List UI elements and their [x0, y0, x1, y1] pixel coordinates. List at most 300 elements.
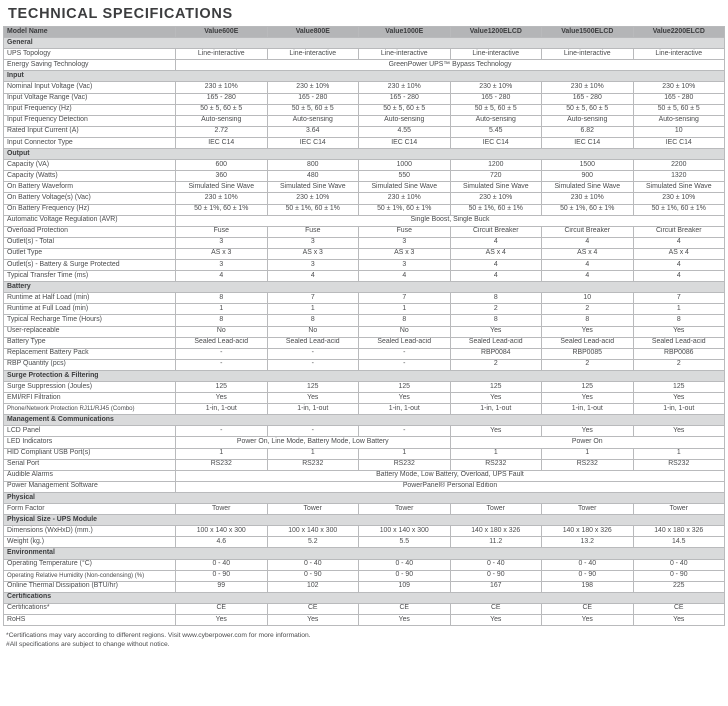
spec-value: No — [176, 326, 268, 337]
spec-value: Yes — [176, 393, 268, 404]
spec-value: Line-interactive — [450, 49, 542, 60]
spec-value: 1320 — [633, 171, 725, 182]
spec-value: 7 — [359, 293, 451, 304]
spec-value: 2 — [633, 359, 725, 370]
spec-value: Yes — [359, 614, 451, 625]
spec-value: 50 ± 1%, 60 ± 1% — [359, 204, 451, 215]
spec-value: 1-in, 1-out — [267, 404, 359, 415]
spec-row — [4, 259, 725, 270]
spec-label: Energy Saving Technology — [4, 60, 176, 71]
section-header: Physical Size - UPS Module — [4, 515, 725, 526]
spec-value: 1-in, 1-out — [633, 404, 725, 415]
spec-value: 0 - 40 — [267, 559, 359, 570]
spec-value: 5.5 — [359, 537, 451, 548]
section-header: Output — [4, 149, 725, 160]
spec-value: 50 ± 1%, 60 ± 1% — [267, 204, 359, 215]
section-header: Management & Communications — [4, 415, 725, 426]
spec-value: Yes — [359, 393, 451, 404]
spec-value: 10 — [542, 293, 634, 304]
spec-value: IEC C14 — [633, 137, 725, 148]
spec-value: Yes — [542, 426, 634, 437]
spec-value: Auto-sensing — [176, 115, 268, 126]
spec-value: 0 - 90 — [176, 570, 268, 581]
spec-value: 8 — [542, 315, 634, 326]
spec-value-span: GreenPower UPS™ Bypass Technology — [176, 60, 725, 71]
spec-value: AS x 4 — [542, 248, 634, 259]
spec-value-span: Battery Mode, Low Battery, Overload, UPS Fault — [176, 470, 725, 481]
spec-value: 900 — [542, 171, 634, 182]
spec-value: - — [267, 348, 359, 359]
spec-row — [4, 193, 725, 204]
spec-label: Surge Suppression (Joules) — [4, 382, 176, 393]
spec-value: 8 — [267, 315, 359, 326]
spec-value: Yes — [633, 393, 725, 404]
spec-value-span: Power On, Line Mode, Battery Mode, Low Battery — [176, 437, 451, 448]
spec-row — [4, 526, 725, 537]
spec-value: 140 x 180 x 326 — [450, 526, 542, 537]
spec-value: CE — [359, 603, 451, 614]
spec-value: 1 — [176, 304, 268, 315]
spec-row — [4, 271, 725, 282]
spec-value: Line-interactive — [633, 49, 725, 60]
spec-value: Circuit Breaker — [633, 226, 725, 237]
spec-value: 480 — [267, 171, 359, 182]
spec-value: 230 ± 10% — [633, 82, 725, 93]
spec-value: 8 — [450, 293, 542, 304]
spec-value: Simulated Sine Wave — [450, 182, 542, 193]
spec-value: Yes — [176, 614, 268, 625]
spec-row — [4, 215, 725, 226]
spec-value: 10 — [633, 126, 725, 137]
spec-row — [4, 437, 725, 448]
spec-value: 1 — [359, 304, 451, 315]
spec-value: 4 — [633, 237, 725, 248]
spec-row — [4, 171, 725, 182]
spec-label: Runtime at Full Load (min) — [4, 304, 176, 315]
spec-value: 1 — [359, 448, 451, 459]
spec-value: RBP0086 — [633, 348, 725, 359]
spec-value: 3 — [267, 237, 359, 248]
spec-value: AS x 4 — [450, 248, 542, 259]
spec-value: Yes — [267, 393, 359, 404]
spec-value: 11.2 — [450, 537, 542, 548]
spec-value: AS x 3 — [359, 248, 451, 259]
spec-value: - — [359, 348, 451, 359]
spec-value: 4 — [450, 271, 542, 282]
spec-value: Yes — [450, 326, 542, 337]
spec-value: Auto-sensing — [359, 115, 451, 126]
spec-row — [4, 104, 725, 115]
spec-value: 109 — [359, 581, 451, 592]
spec-label: Input Voltage Range (Vac) — [4, 93, 176, 104]
spec-value: RS232 — [176, 459, 268, 470]
spec-label: Typical Recharge Time (Hours) — [4, 315, 176, 326]
spec-row — [4, 126, 725, 137]
spec-row — [4, 393, 725, 404]
spec-value: 165 - 280 — [359, 93, 451, 104]
spec-value: Simulated Sine Wave — [176, 182, 268, 193]
spec-row — [4, 504, 725, 515]
page-title: TECHNICAL SPECIFICATIONS — [8, 6, 233, 22]
spec-value: 125 — [633, 382, 725, 393]
spec-value: Sealed Lead-acid — [633, 337, 725, 348]
spec-row — [4, 182, 725, 193]
spec-value: 165 - 280 — [542, 93, 634, 104]
spec-label: Automatic Voltage Regulation (AVR) — [4, 215, 176, 226]
spec-row — [4, 570, 725, 581]
spec-value: 230 ± 10% — [176, 82, 268, 93]
spec-row — [4, 481, 725, 492]
spec-value: 8 — [176, 293, 268, 304]
spec-value: IEC C14 — [359, 137, 451, 148]
spec-value: CE — [267, 603, 359, 614]
section-header: Surge Protection & Filtering — [4, 370, 725, 381]
spec-value: Yes — [450, 393, 542, 404]
spec-value: Simulated Sine Wave — [633, 182, 725, 193]
spec-value: 1000 — [359, 160, 451, 171]
spec-value: 50 ± 1%, 60 ± 1% — [542, 204, 634, 215]
spec-row — [4, 581, 725, 592]
spec-row — [4, 382, 725, 393]
spec-value-span: Power On — [450, 437, 725, 448]
section-row — [4, 592, 725, 603]
spec-value: 50 ± 5, 60 ± 5 — [542, 104, 634, 115]
spec-value: 0 - 90 — [633, 570, 725, 581]
spec-label: Capacity (VA) — [4, 160, 176, 171]
spec-value: 3 — [176, 237, 268, 248]
spec-value: 99 — [176, 581, 268, 592]
spec-label: Nominal Input Voltage (Vac) — [4, 82, 176, 93]
spec-value: RS232 — [267, 459, 359, 470]
spec-value: 50 ± 1%, 60 ± 1% — [633, 204, 725, 215]
spec-value: 230 ± 10% — [450, 82, 542, 93]
spec-value: 0 - 40 — [633, 559, 725, 570]
spec-label: Capacity (Watts) — [4, 171, 176, 182]
spec-row — [4, 426, 725, 437]
spec-row — [4, 60, 725, 71]
spec-row — [4, 315, 725, 326]
spec-value: 140 x 180 x 326 — [542, 526, 634, 537]
spec-label: Overload Protection — [4, 226, 176, 237]
spec-value: Sealed Lead-acid — [267, 337, 359, 348]
spec-value: RS232 — [633, 459, 725, 470]
spec-row — [4, 115, 725, 126]
spec-value: Yes — [267, 614, 359, 625]
spec-value: Yes — [542, 326, 634, 337]
spec-row — [4, 248, 725, 259]
spec-value: No — [267, 326, 359, 337]
spec-row — [4, 293, 725, 304]
spec-value: 0 - 90 — [359, 570, 451, 581]
spec-value: 4 — [176, 271, 268, 282]
spec-value: CE — [633, 603, 725, 614]
section-row — [4, 548, 725, 559]
spec-value: 1-in, 1-out — [359, 404, 451, 415]
spec-value: 5.2 — [267, 537, 359, 548]
spec-value: Yes — [633, 426, 725, 437]
section-row — [4, 515, 725, 526]
spec-value: 4 — [450, 259, 542, 270]
spec-value: No — [359, 326, 451, 337]
spec-value: 0 - 90 — [267, 570, 359, 581]
spec-value: 0 - 40 — [542, 559, 634, 570]
spec-label: Outlet(s) - Battery & Surge Protected — [4, 259, 176, 270]
spec-row — [4, 226, 725, 237]
spec-value: Tower — [176, 504, 268, 515]
spec-label: Power Management Software — [4, 481, 176, 492]
spec-value: 3 — [176, 259, 268, 270]
spec-value: Simulated Sine Wave — [267, 182, 359, 193]
model-name-header: Model Name — [4, 27, 176, 38]
spec-value: RS232 — [359, 459, 451, 470]
spec-value: 800 — [267, 160, 359, 171]
spec-value: Auto-sensing — [267, 115, 359, 126]
spec-value: 8 — [450, 315, 542, 326]
spec-value: 50 ± 5, 60 ± 5 — [633, 104, 725, 115]
spec-value: Sealed Lead-acid — [176, 337, 268, 348]
spec-value: 230 ± 10% — [633, 193, 725, 204]
spec-value: AS x 4 — [633, 248, 725, 259]
spec-row — [4, 470, 725, 481]
spec-label: Rated Input Current (A) — [4, 126, 176, 137]
spec-value: AS x 3 — [267, 248, 359, 259]
spec-value: 2200 — [633, 160, 725, 171]
spec-value: 4 — [450, 237, 542, 248]
spec-row — [4, 160, 725, 171]
spec-value: CE — [450, 603, 542, 614]
spec-value: 50 ± 5, 60 ± 5 — [176, 104, 268, 115]
spec-label: Dimensions (WxHxD) (mm.) — [4, 526, 176, 537]
spec-value: 5.45 — [450, 126, 542, 137]
spec-label: Form Factor — [4, 504, 176, 515]
spec-row — [4, 326, 725, 337]
model-column-header: Value600E — [176, 27, 268, 38]
spec-value: 6.82 — [542, 126, 634, 137]
section-header: Environmental — [4, 548, 725, 559]
spec-value: IEC C14 — [176, 137, 268, 148]
spec-value: 0 - 90 — [450, 570, 542, 581]
spec-row — [4, 459, 725, 470]
spec-value: Tower — [633, 504, 725, 515]
spec-value: 100 x 140 x 300 — [176, 526, 268, 537]
spec-value: 4.6 — [176, 537, 268, 548]
spec-value: CE — [176, 603, 268, 614]
spec-value: Circuit Breaker — [450, 226, 542, 237]
spec-value: Line-interactive — [267, 49, 359, 60]
spec-value: Simulated Sine Wave — [359, 182, 451, 193]
spec-value: 165 - 280 — [176, 93, 268, 104]
spec-row — [4, 82, 725, 93]
spec-label: LED Indicators — [4, 437, 176, 448]
spec-value: 8 — [359, 315, 451, 326]
spec-value: 0 - 40 — [450, 559, 542, 570]
model-column-header: Value1000E — [359, 27, 451, 38]
spec-value: 165 - 280 — [267, 93, 359, 104]
section-row — [4, 71, 725, 82]
spec-value: 1 — [450, 448, 542, 459]
section-header: Battery — [4, 282, 725, 293]
model-column-header: Value1200ELCD — [450, 27, 542, 38]
spec-row — [4, 448, 725, 459]
spec-value: Tower — [267, 504, 359, 515]
spec-label: UPS Topology — [4, 49, 176, 60]
spec-row — [4, 337, 725, 348]
section-row — [4, 492, 725, 503]
spec-value: 2.72 — [176, 126, 268, 137]
spec-value: Yes — [633, 614, 725, 625]
model-column-header: Value800E — [267, 27, 359, 38]
spec-value: Fuse — [267, 226, 359, 237]
spec-value: 230 ± 10% — [267, 193, 359, 204]
spec-value: 4.55 — [359, 126, 451, 137]
section-row — [4, 149, 725, 160]
spec-value: Circuit Breaker — [542, 226, 634, 237]
spec-value-span: Single Boost, Single Buck — [176, 215, 725, 226]
spec-value: 230 ± 10% — [359, 82, 451, 93]
spec-value: 360 — [176, 171, 268, 182]
header-row — [4, 27, 725, 38]
spec-value: Yes — [450, 426, 542, 437]
spec-value: RS232 — [542, 459, 634, 470]
spec-value: Tower — [450, 504, 542, 515]
spec-value: 50 ± 1%, 60 ± 1% — [450, 204, 542, 215]
spec-value: 1500 — [542, 160, 634, 171]
spec-row — [4, 537, 725, 548]
spec-value: AS x 3 — [176, 248, 268, 259]
section-header: General — [4, 38, 725, 49]
spec-value: Simulated Sine Wave — [542, 182, 634, 193]
spec-row — [4, 348, 725, 359]
spec-label: On Battery Waveform — [4, 182, 176, 193]
spec-value: 50 ± 5, 60 ± 5 — [267, 104, 359, 115]
spec-value: IEC C14 — [450, 137, 542, 148]
spec-value: 100 x 140 x 300 — [267, 526, 359, 537]
spec-row — [4, 559, 725, 570]
spec-value: - — [267, 426, 359, 437]
spec-label: Runtime at Half Load (min) — [4, 293, 176, 304]
spec-label: User-replaceable — [4, 326, 176, 337]
spec-label: Replacement Battery Pack — [4, 348, 176, 359]
spec-label: Input Frequency (Hz) — [4, 104, 176, 115]
spec-value: Fuse — [359, 226, 451, 237]
spec-value: Sealed Lead-acid — [359, 337, 451, 348]
spec-value: 0 - 40 — [176, 559, 268, 570]
spec-value: 14.5 — [633, 537, 725, 548]
spec-value: 0 - 40 — [359, 559, 451, 570]
spec-value: 102 — [267, 581, 359, 592]
spec-value: 3.64 — [267, 126, 359, 137]
spec-value: RS232 — [450, 459, 542, 470]
spec-value: Line-interactive — [176, 49, 268, 60]
spec-value: 1 — [267, 448, 359, 459]
spec-value: Line-interactive — [542, 49, 634, 60]
spec-value: 230 ± 10% — [176, 193, 268, 204]
spec-label: Serial Port — [4, 459, 176, 470]
spec-value-span: PowerPanel® Personal Edition — [176, 481, 725, 492]
spec-label: Outlet(s) - Total — [4, 237, 176, 248]
spec-value: 230 ± 10% — [359, 193, 451, 204]
spec-value: Fuse — [176, 226, 268, 237]
spec-value: Auto-sensing — [450, 115, 542, 126]
spec-label: On Battery Frequency (Hz) — [4, 204, 176, 215]
spec-value: - — [176, 348, 268, 359]
spec-table-body — [4, 38, 725, 626]
spec-value: 8 — [633, 315, 725, 326]
spec-value: 125 — [359, 382, 451, 393]
spec-value: Sealed Lead-acid — [542, 337, 634, 348]
spec-value: 550 — [359, 171, 451, 182]
spec-value: 7 — [267, 293, 359, 304]
spec-value: 125 — [450, 382, 542, 393]
spec-row — [4, 359, 725, 370]
footnote-certifications: *Certifications may vary according to different regions. Visit www.cyberpower.com for more information. — [6, 632, 311, 640]
spec-value: 13.2 — [542, 537, 634, 548]
section-row — [4, 370, 725, 381]
spec-value: - — [359, 359, 451, 370]
spec-label: Input Frequency Detection — [4, 115, 176, 126]
footnote-specs-change: #All specifications are subject to change without notice. — [6, 641, 170, 649]
spec-value: 165 - 280 — [633, 93, 725, 104]
spec-value: 230 ± 10% — [542, 193, 634, 204]
spec-value: 4 — [633, 259, 725, 270]
spec-label: LCD Panel — [4, 426, 176, 437]
model-column-header: Value1500ELCD — [542, 27, 634, 38]
spec-value: 4 — [267, 271, 359, 282]
spec-value: 4 — [542, 259, 634, 270]
spec-value: Yes — [450, 614, 542, 625]
spec-label: EMI/RFI Filtration — [4, 393, 176, 404]
spec-value: 4 — [542, 271, 634, 282]
spec-value: 1-in, 1-out — [450, 404, 542, 415]
spec-value: - — [176, 359, 268, 370]
section-header: Input — [4, 71, 725, 82]
spec-value: 1 — [176, 448, 268, 459]
spec-value: 50 ± 1%, 60 ± 1% — [176, 204, 268, 215]
spec-value: 3 — [359, 259, 451, 270]
spec-label: RBP Quantity (pcs) — [4, 359, 176, 370]
spec-label: Outlet Type — [4, 248, 176, 259]
spec-row — [4, 304, 725, 315]
spec-value: Yes — [633, 326, 725, 337]
spec-value: 4 — [542, 237, 634, 248]
spec-row — [4, 93, 725, 104]
spec-value: 7 — [633, 293, 725, 304]
spec-value: 100 x 140 x 300 — [359, 526, 451, 537]
section-row — [4, 282, 725, 293]
spec-value: 50 ± 5, 60 ± 5 — [450, 104, 542, 115]
spec-value: 198 — [542, 581, 634, 592]
spec-label: Operating Temperature (°C) — [4, 559, 176, 570]
spec-value: 2 — [542, 359, 634, 370]
spec-row — [4, 404, 725, 415]
spec-label: Input Connector Type — [4, 137, 176, 148]
section-header: Certifications — [4, 592, 725, 603]
spec-value: 2 — [450, 304, 542, 315]
spec-label: Audible Alarms — [4, 470, 176, 481]
spec-value: CE — [542, 603, 634, 614]
spec-value: 125 — [542, 382, 634, 393]
spec-value: 1 — [267, 304, 359, 315]
spec-row — [4, 603, 725, 614]
spec-value: Sealed Lead-acid — [450, 337, 542, 348]
spec-value: Auto-sensing — [542, 115, 634, 126]
spec-value: Line-interactive — [359, 49, 451, 60]
spec-label: Battery Type — [4, 337, 176, 348]
spec-label: Operating Relative Humidity (Non-condensing) (%) — [4, 570, 176, 581]
spec-row — [4, 614, 725, 625]
section-row — [4, 38, 725, 49]
spec-row — [4, 204, 725, 215]
